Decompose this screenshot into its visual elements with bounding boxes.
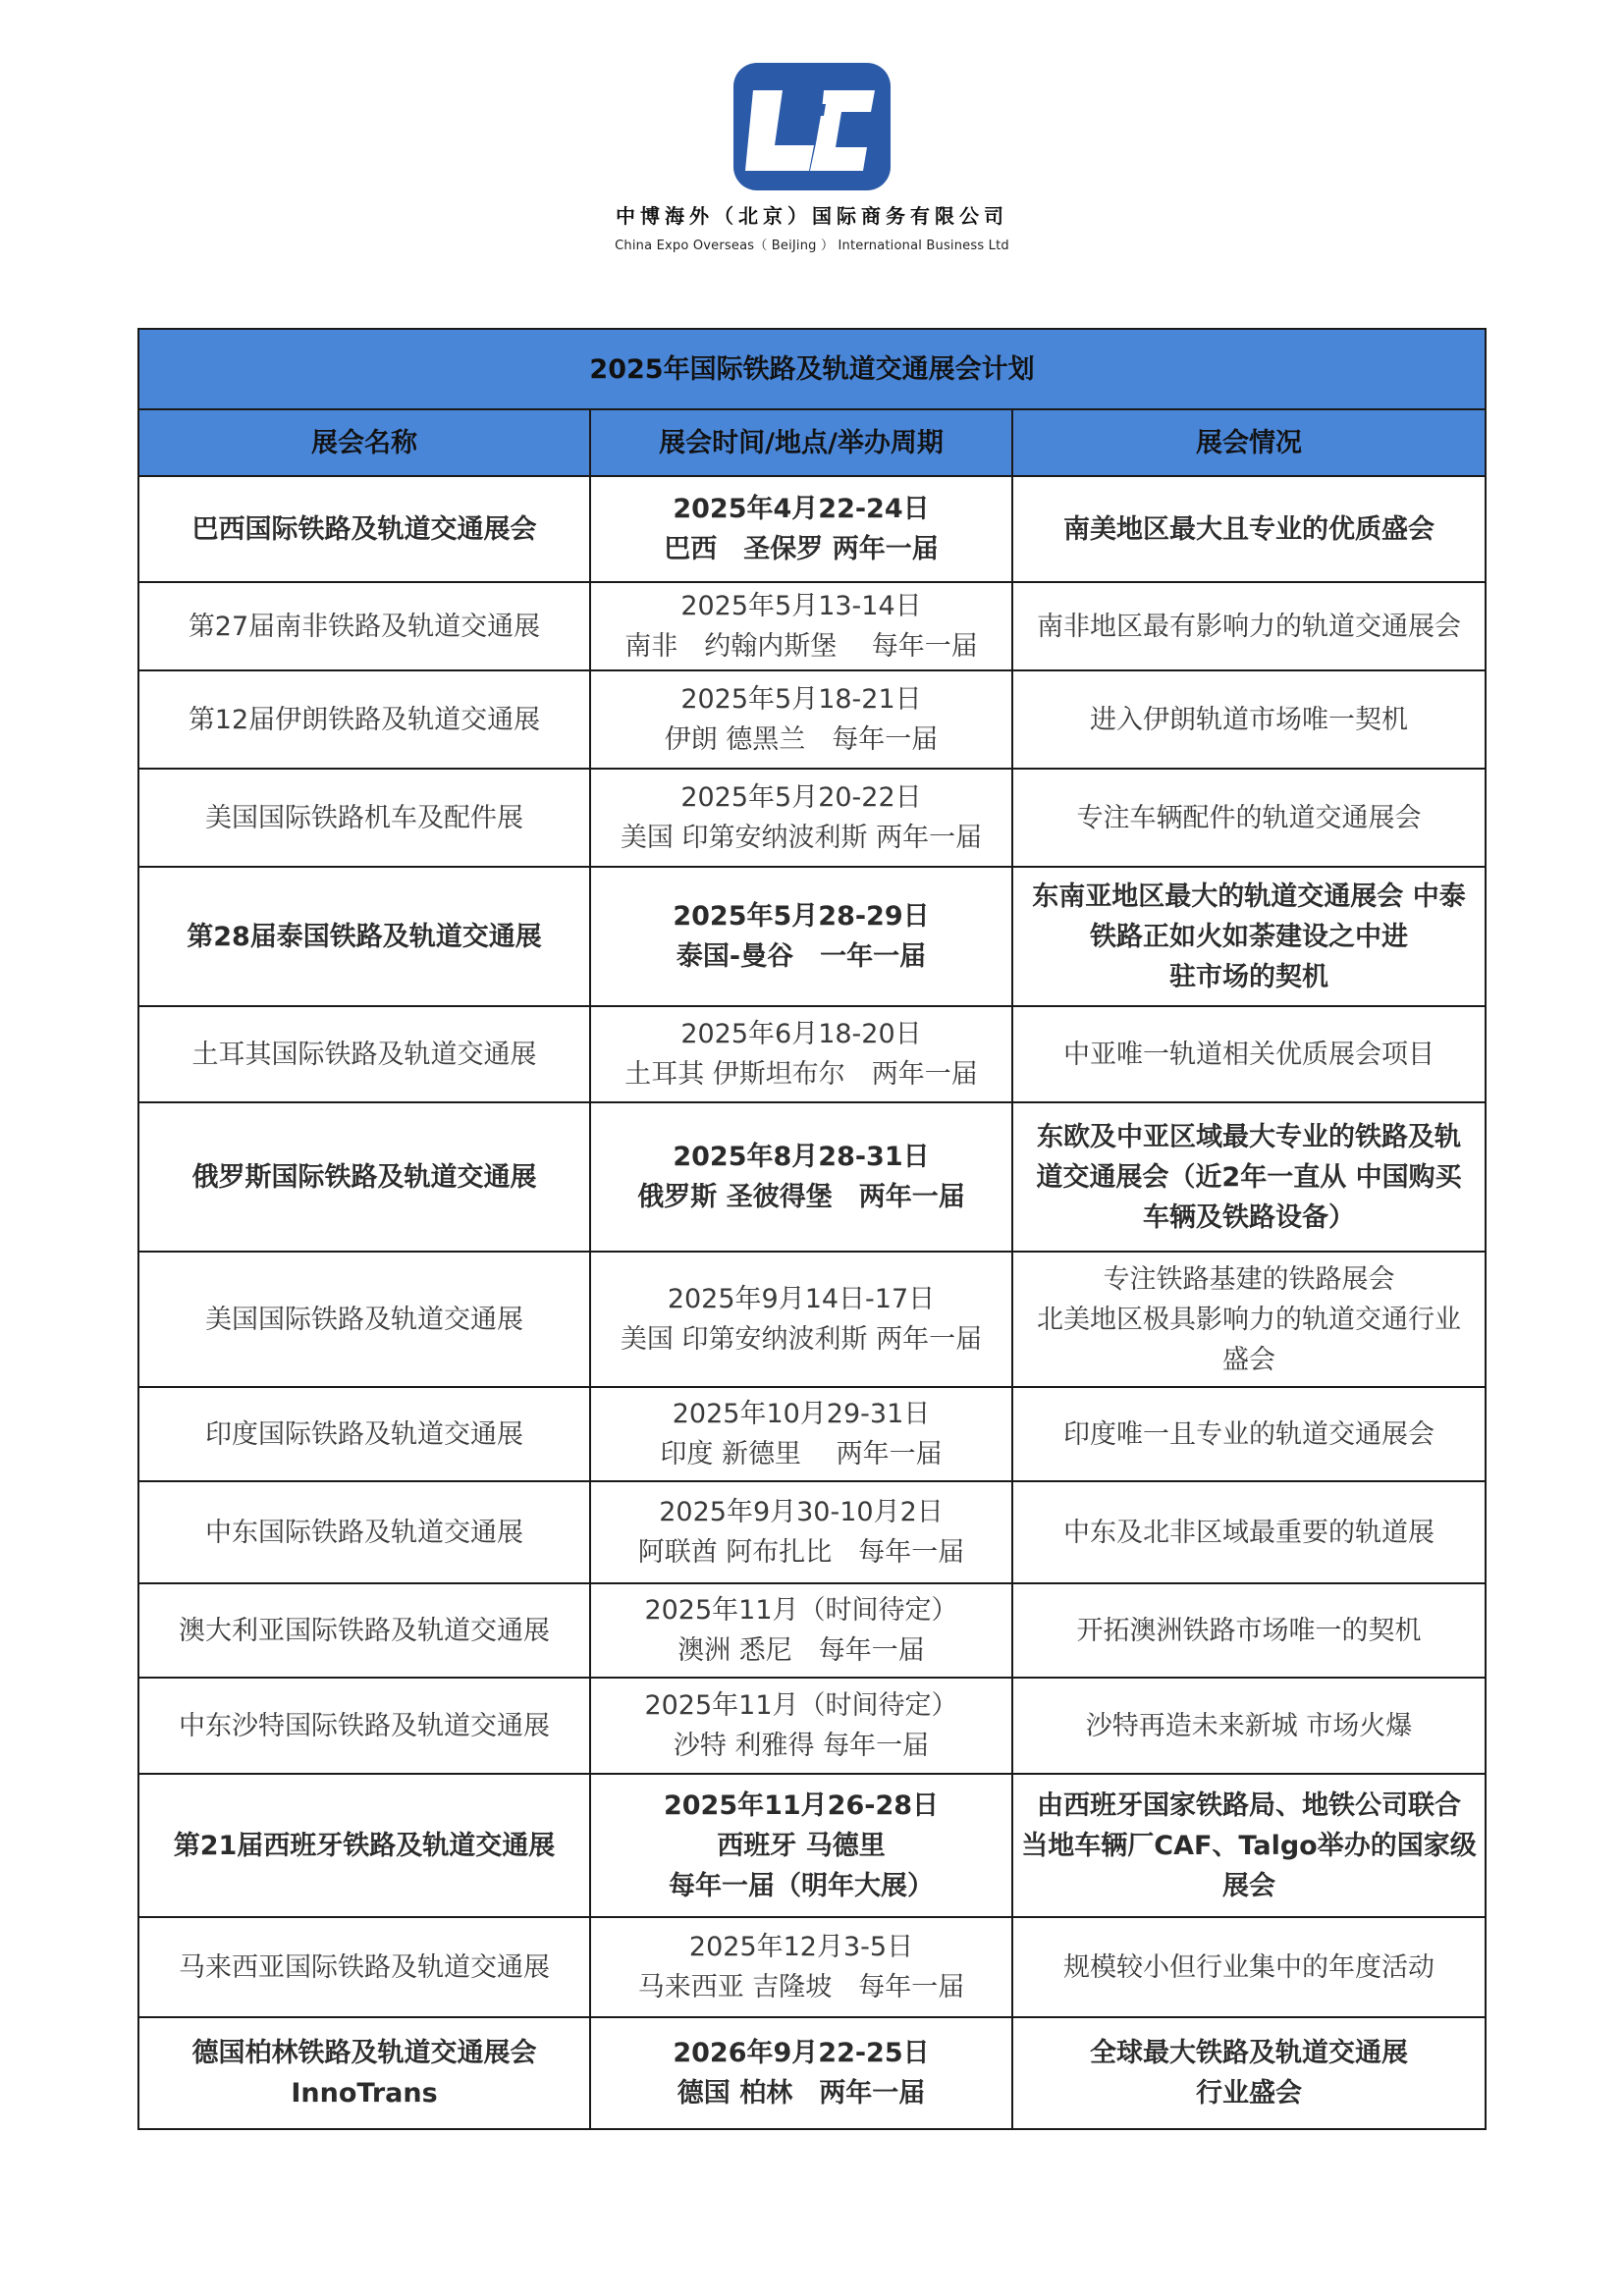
cell-line: 2025年12月3-5日 (688, 1932, 914, 1962)
cell-line: 2025年11月（时间待定） (644, 1690, 958, 1721)
column-header-status: 展会情况 (1012, 409, 1486, 476)
table-row (138, 1774, 1486, 1917)
exhibition-description (1012, 670, 1486, 769)
cell-line: 2026年9月22-25日 (673, 2038, 930, 2068)
table-row (138, 1583, 1486, 1678)
exhibition-name (138, 476, 590, 582)
cell-line: 车辆及铁路设备） (1143, 1201, 1355, 1233)
cell-line: 第28届泰国铁路及轨道交通展 (187, 921, 542, 952)
company-name-cn: 中博海外（北京）国际商务有限公司 (616, 204, 1008, 228)
table-title: 2025年国际铁路及轨道交通展会计划 (138, 329, 1486, 409)
exhibition-name (138, 1006, 590, 1102)
exhibition-description (1012, 1387, 1486, 1481)
cell-line: 德国 柏林 两年一届 (677, 2078, 926, 2109)
company-name-en: China Expo Overseas（ BeiJing ） International Business Ltd (615, 239, 1009, 253)
cell-line: 南非 约翰内斯堡 每年一届 (624, 631, 978, 662)
cell-line: 开拓澳洲铁路市场唯一的契机 (1076, 1615, 1422, 1646)
cell-line: 土耳其国际铁路及轨道交通展 (191, 1039, 537, 1070)
cell-line: 南美地区最大且专业的优质盛会 (1063, 513, 1435, 545)
exhibition-plan-table (137, 328, 1487, 2130)
cell-line: 盛会 (1222, 1344, 1275, 1375)
table-row (138, 1387, 1486, 1481)
cell-line: 驻市场的契机 (1169, 961, 1328, 992)
cell-line: 美国国际铁路机车及配件展 (205, 802, 523, 833)
cell-line: 美国国际铁路及轨道交通展 (205, 1304, 523, 1335)
cell-line: 2025年11月26-28日 (663, 1789, 940, 1821)
cell-line: 2025年9月30-10月2日 (659, 1497, 944, 1527)
table-row (138, 769, 1486, 867)
exhibition-description (1012, 582, 1486, 670)
cell-line: 马来西亚国际铁路及轨道交通展 (179, 1951, 550, 1983)
cell-line: 2025年8月28-31日 (673, 1142, 930, 1172)
cell-line: 专注铁路基建的铁路展会 (1103, 1263, 1395, 1295)
cell-line: 每年一届（明年大展） (669, 1870, 934, 1901)
cell-line: 西班牙 马德里 (717, 1830, 886, 1861)
column-header-time: 展会时间/地点/举办周期 (590, 409, 1012, 476)
cell-line: 泰国-曼谷 一年一届 (676, 941, 927, 972)
cell-line: 规模较小但行业集中的年度活动 (1063, 1951, 1435, 1983)
exhibition-name (138, 867, 590, 1006)
table-row (138, 476, 1486, 582)
cell-line: 阿联酋 阿布扎比 每年一届 (637, 1537, 965, 1568)
table-row (138, 1252, 1486, 1387)
exhibition-description (1012, 1252, 1486, 1387)
cell-line: 2025年9月14日-17日 (667, 1284, 936, 1314)
cell-line: 展会 (1222, 1870, 1275, 1901)
exhibition-time-place (590, 670, 1012, 769)
table-row (138, 867, 1486, 1006)
cell-line: 南非地区最有影响力的轨道交通展会 (1037, 611, 1461, 642)
cell-line: 马来西亚 吉隆坡 每年一届 (637, 1972, 965, 2002)
cell-line: 印度 新德里 两年一届 (660, 1439, 943, 1469)
exhibition-description (1012, 1481, 1486, 1583)
cell-line: 东南亚地区最大的轨道交通展会 中泰 (1032, 881, 1466, 912)
cell-line: 2025年5月18-21日 (680, 684, 922, 715)
cell-line: 由西班牙国家铁路局、地铁公司联合 (1037, 1789, 1461, 1821)
exhibition-name (138, 1481, 590, 1583)
cell-line: 土耳其 伊斯坦布尔 两年一届 (624, 1059, 978, 1090)
cell-line: 北美地区极具影响力的轨道交通行业 (1037, 1304, 1461, 1335)
cell-line: 2025年5月20-22日 (680, 782, 922, 813)
exhibition-name (138, 1917, 590, 2017)
cell-line: 专注车辆配件的轨道交通展会 (1076, 802, 1422, 833)
exhibition-name (138, 769, 590, 867)
exhibition-name (138, 1102, 590, 1252)
cell-line: 铁路正如火如荼建设之中进 (1090, 921, 1408, 952)
exhibition-time-place (590, 1006, 1012, 1102)
exhibition-name (138, 2017, 590, 2129)
cell-line: 中东国际铁路及轨道交通展 (205, 1517, 523, 1548)
exhibition-description (1012, 769, 1486, 867)
cell-line: 中亚唯一轨道相关优质展会项目 (1063, 1039, 1435, 1070)
exhibition-description (1012, 1006, 1486, 1102)
exhibition-description (1012, 1678, 1486, 1774)
cell-line: 2025年4月22-24日 (673, 494, 930, 524)
cell-line: 2025年5月28-29日 (673, 901, 930, 932)
cell-line: 2025年10月29-31日 (672, 1399, 931, 1429)
cell-line: 美国 印第安纳波利斯 两年一届 (620, 823, 983, 853)
exhibition-time-place (590, 1387, 1012, 1481)
exhibition-description (1012, 867, 1486, 1006)
cell-line: 进入伊朗轨道市场唯一契机 (1090, 704, 1408, 735)
cell-line: 第21届西班牙铁路及轨道交通展 (173, 1830, 556, 1861)
cell-line: 道交通展会（近2年一直从 中国购买 (1036, 1161, 1462, 1193)
cell-line: 沙特再造未来新城 市场火爆 (1085, 1710, 1413, 1741)
table-row (138, 1917, 1486, 2017)
table-row (138, 2017, 1486, 2129)
exhibition-time-place (590, 1583, 1012, 1678)
table-body (138, 476, 1486, 2129)
cell-line: 美国 印第安纳波利斯 两年一届 (620, 1324, 983, 1355)
cell-line: InnoTrans (291, 2078, 438, 2109)
exhibition-time-place (590, 867, 1012, 1006)
column-header-name: 展会名称 (138, 409, 590, 476)
table-row (138, 1481, 1486, 1583)
exhibition-time-place (590, 1774, 1012, 1917)
exhibition-time-place (590, 476, 1012, 582)
exhibition-name (138, 1774, 590, 1917)
cell-line: 澳大利亚国际铁路及轨道交通展 (179, 1615, 550, 1646)
exhibition-description (1012, 1102, 1486, 1252)
cell-line: 2025年6月18-20日 (680, 1019, 922, 1049)
table-row (138, 582, 1486, 670)
cell-line: 巴西国际铁路及轨道交通展会 (191, 513, 537, 545)
exhibition-name (138, 582, 590, 670)
cell-line: 巴西 圣保罗 两年一届 (664, 534, 939, 564)
table-row (138, 1006, 1486, 1102)
exhibition-time-place (590, 1481, 1012, 1583)
company-header (0, 61, 1624, 253)
exhibition-name (138, 1678, 590, 1774)
exhibition-time-place (590, 1678, 1012, 1774)
cell-line: 澳洲 悉尼 每年一届 (677, 1635, 925, 1666)
cell-line: 沙特 利雅得 每年一届 (673, 1731, 930, 1761)
cell-line: 第27届南非铁路及轨道交通展 (188, 611, 541, 642)
exhibition-time-place (590, 2017, 1012, 2129)
exhibition-name (138, 1583, 590, 1678)
exhibition-description (1012, 1583, 1486, 1678)
exhibition-description (1012, 2017, 1486, 2129)
exhibition-time-place (590, 1252, 1012, 1387)
cell-line: 伊朗 德黑兰 每年一届 (664, 724, 939, 755)
exhibition-time-place (590, 582, 1012, 670)
exhibition-name (138, 670, 590, 769)
table-row (138, 1102, 1486, 1252)
exhibition-time-place (590, 1102, 1012, 1252)
cell-line: 东欧及中亚区域最大专业的铁路及轨 (1037, 1121, 1461, 1152)
table-row (138, 1678, 1486, 1774)
exhibition-name (138, 1252, 590, 1387)
cell-line: 当地车辆厂CAF、Talgo举办的国家级 (1021, 1830, 1477, 1861)
cell-line: 印度国际铁路及轨道交通展 (205, 1418, 523, 1450)
cell-line: 德国柏林铁路及轨道交通展会 (191, 2038, 537, 2068)
exhibition-name (138, 1387, 590, 1481)
exhibition-time-place (590, 1917, 1012, 2017)
exhibition-time-place (590, 769, 1012, 867)
cell-line: 第12届伊朗铁路及轨道交通展 (188, 704, 541, 735)
exhibition-description (1012, 476, 1486, 582)
cell-line: 中东及北非区域最重要的轨道展 (1063, 1517, 1435, 1548)
cell-line: 中东沙特国际铁路及轨道交通展 (179, 1710, 550, 1741)
cell-line: 俄罗斯 圣彼得堡 两年一届 (637, 1182, 965, 1212)
table-row (138, 670, 1486, 769)
exhibition-description (1012, 1917, 1486, 2017)
cell-line: 印度唯一且专业的轨道交通展会 (1063, 1418, 1435, 1450)
cell-line: 2025年11月（时间待定） (644, 1595, 958, 1626)
cell-line: 2025年5月13-14日 (680, 591, 922, 621)
exhibition-description (1012, 1774, 1486, 1917)
cell-line: 俄罗斯国际铁路及轨道交通展 (191, 1161, 537, 1193)
cell-line: 全球最大铁路及轨道交通展 (1090, 2038, 1408, 2068)
cell-line: 行业盛会 (1196, 2078, 1302, 2109)
company-logo-icon (731, 61, 893, 192)
